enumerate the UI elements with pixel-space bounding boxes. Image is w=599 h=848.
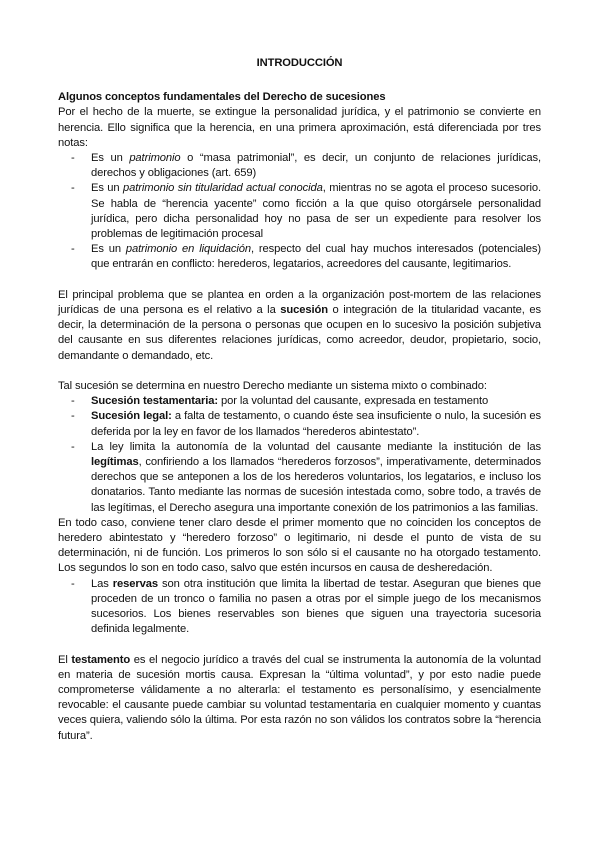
list-item: - Sucesión testamentaria: por la voluntad del causante, expresada en testamento [91, 394, 541, 409]
system-list [58, 394, 541, 516]
paragraph-testamento: El testamento es el negocio jurídico a través del cual se instrumenta la autonomía de la voluntad en materia de sucesión mortis causa. Expresan la “última voluntad”, y por esto nadie puede comprometerse válidamente a no alterarla: el testamento es personalísimo, y esencialmente revocable: el causante puede cambiar su voluntad testamentaria en cualquier momento y cuantas veces quiera, valiendo sólo la última. Por esta razón no son válidos los contratos sobre la “herencia futura”. [58, 653, 541, 742]
paragraph-todo-caso: En todo caso, conviene tener claro desde el primer momento que no coinciden los conceptos de heredero abintestato y “heredero forzoso” o legitimario, ni desde el punto de vista de su determinación, ni de función. Los primeros lo son sólo si el causante no ha otorgado testamento. Los segundos lo son en todo caso, salvo que estén incursos en causa de desheredación. [58, 516, 541, 575]
section-subtitle: Algunos conceptos fundamentales del Derecho de sucesiones [58, 91, 386, 104]
list-item: - Es un patrimonio en liquidación, respecto del cual hay muchos interesados (potenciales) que entrarán en conflicto: herederos, legatarios, acreedores del causante, legitimarios. [91, 242, 541, 272]
paragraph-sistema: Tal sucesión se determina en nuestro Derecho mediante un sistema mixto o combinado: [58, 380, 487, 393]
paragraph-intro: Por el hecho de la muerte, se extingue la personalidad jurídica, y el patrimonio se convierte en herencia. Ello significa que la herencia, en una primera aproximación, está diferenciada por tres notas: [58, 106, 541, 149]
list-item: - Es un patrimonio o “masa patrimonial”, es decir, un conjunto de relaciones jurídicas, derechos y obligaciones (art. 659) [91, 151, 541, 181]
page-title: INTRODUCCIÓN [256, 57, 343, 69]
list-item: - La ley limita la autonomía de la voluntad del causante mediante la institución de las legítimas, confiriendo a los llamados “herederos forzosos”, imperativamente, determinados derechos que se anteponen a los de los herederos voluntarios, los legatarios, e incluso los donatarios. Tanto mediante las normas de sucesión intestada como, sobre todo, a través de las legítimas, el Derecho asegura una importante conexión de los patrimonios a las familias. [91, 440, 541, 516]
list-item: - Es un patrimonio sin titularidad actual conocida, mientras no se agota el proceso sucesorio. Se habla de “herencia yacente” como ficción a la que quiso otorgársele personalidad jurídica, pero dicha personalidad hoy no pasa de ser un expediente para resolver los problemas de legitimación procesal [91, 181, 541, 242]
paragraph-sucesion: El principal problema que se plantea en orden a la organización post-mortem de las relaciones jurídicas de una persona es el relativo a la sucesión o integración de la titularidad vacante, es decir, la determinación de la persona o personas que ocupen en lo sucesivo la posición subjetiva del causante en sus diferentes relaciones jurídicas, como acreedor, deudor, propietario, socio, demandante o demandado, etc. [58, 288, 541, 362]
notes-list [58, 151, 541, 273]
list-item: - Sucesión legal: a falta de testamento, o cuando éste sea insuficiente o nulo, la sucesión es deferida por la ley en favor de los llamados “herederos abintestato”. [91, 409, 541, 439]
list-item: - Las reservas son otra institución que limita la libertad de testar. Aseguran que bienes que proceden de un tronco o familia no pasen a otras por el simple juego de los mecanismos sucesorios. Los bienes reservables son bienes que siguen una trayectoria sucesoria definida legalmente. [91, 577, 541, 638]
reservas-list [58, 577, 541, 638]
